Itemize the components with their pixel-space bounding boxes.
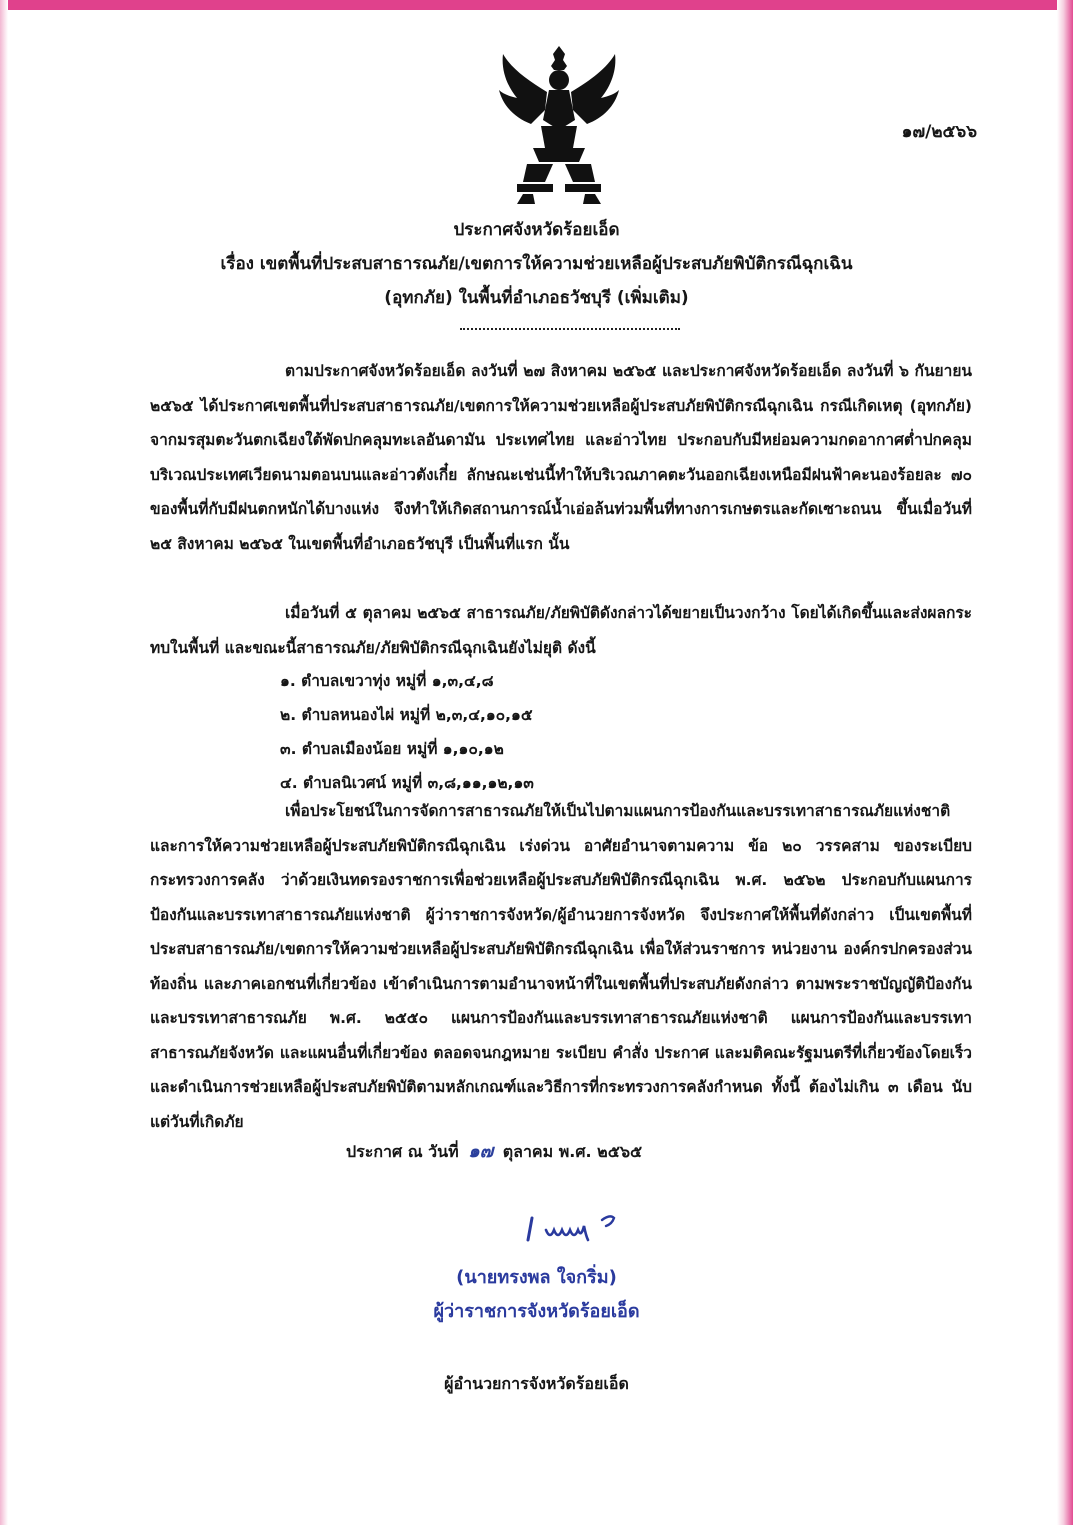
announcement-date: [346, 1136, 642, 1165]
date-day: ๑๗: [468, 1141, 494, 1162]
document-number: ๑๗/๒๕๖๖: [901, 122, 977, 142]
dotted-divider: [460, 328, 680, 330]
signer-name: (นายทรงพล ใจกริ่ม): [456, 1267, 617, 1288]
announcement-title: ประกาศจังหวัดร้อยเอ็ด: [453, 220, 620, 240]
garuda-emblem-icon: [497, 40, 621, 206]
signer-position: ผู้ว่าราชการจังหวัดร้อยเอ็ด: [433, 1301, 640, 1322]
list-item: ๒. ตำบลหนองไผ่ หมู่ที่ ๒,๓,๔,๑๐,๑๕: [280, 706, 533, 724]
paragraph-expansion: เมื่อวันที่ ๕ ตุลาคม ๒๕๖๕ สาธารณภัย/ภัยพิบัติดังกล่าวได้ขยายเป็นวงกว้าง โดยได้เกิดขึ้นและส่งผลกระทบในพื้นที่ และขณะนี้สาธารณภัย/ภัยพิบัติกรณีฉุกเฉินยังไม่ยุติ ดังนี้: [150, 604, 972, 657]
footer-office-title: ผู้อำนวยการจังหวัดร้อยเอ็ด: [444, 1374, 629, 1393]
list-item: ๓. ตำบลเมืองน้อย หมู่ที่ ๑,๑๐,๑๒: [280, 740, 504, 758]
list-item: ๑. ตำบลเขวาทุ่ง หมู่ที่ ๑,๓,๔,๘: [280, 672, 494, 690]
date-suffix: ตุลาคม พ.ศ. ๒๕๖๕: [502, 1142, 643, 1161]
list-item: ๔. ตำบลนิเวศน์ หมู่ที่ ๓,๘,๑๑,๑๒,๑๓: [280, 774, 534, 792]
handwritten-signature-icon: [520, 1206, 640, 1246]
subject-line-2: (อุทกภัย) ในพื้นที่อำเภอธวัชบุรี (เพิ่มเติม): [384, 288, 689, 308]
date-prefix: ประกาศ ณ วันที่: [346, 1142, 459, 1161]
paragraph-background: ตามประกาศจังหวัดร้อยเอ็ด ลงวันที่ ๒๗ สิงหาคม ๒๕๖๕ และประกาศจังหวัดร้อยเอ็ด ลงวันที่ ๖ กันยายน ๒๕๖๕ ได้ประกาศเขตพื้นที่ประสบสาธารณภัย/เขตการให้ความช่วยเหลือผู้ประสบภัยพิบัติกรณีฉุกเฉิน กรณีเกิดเหตุ (อุทกภัย) จากมรสุมตะวันตกเฉียงใต้พัดปกคลุมทะเลอันดามัน ประเทศไทย และอ่าวไทย ประกอบกับมีหย่อมความกดอากาศต่ำปกคลุมบริเวณประเทศเวียดนามตอนบนและอ่าวตังเกี๋ย ลักษณะเช่นนี้ทำให้บริเวณภาคตะวันออกเฉียงเหนือมีฝนฟ้าคะนองร้อยละ ๗๐ ของพื้นที่กับมีฝนตกหนักได้บางแห่ง จึงทำให้เกิดสถานการณ์น้ำเอ่อล้นท่วมพื้นที่ทางการเกษตรและกัดเซาะถนน ขึ้นเมื่อวันที่ ๒๕ สิงหาคม ๒๕๖๕ ในเขตพื้นที่อำเภอธวัชบุรี เป็นพื้นที่แรก นั้น: [150, 362, 972, 553]
affected-areas-list: [280, 664, 534, 800]
paragraph-declaration: เพื่อประโยชน์ในการจัดการสาธารณภัยให้เป็นไปตามแผนการป้องกันและบรรเทาสาธารณภัยแห่งชาติ และการให้ความช่วยเหลือผู้ประสบภัยพิบัติกรณีฉุกเฉิน เร่งด่วน อาศัยอำนาจตามความ ข้อ ๒๐ วรรคสาม ของระเบียบกระทรวงการคลัง ว่าด้วยเงินทดรองราชการเพื่อช่วยเหลือผู้ประสบภัยพิบัติกรณีฉุกเฉิน พ.ศ. ๒๕๖๒ ประกอบกับแผนการป้องกันและบรรเทาสาธารณภัยแห่งชาติ ผู้ว่าราชการจังหวัด/ผู้อำนวยการจังหวัด จึงประกาศให้พื้นที่ดังกล่าว เป็นเขตพื้นที่ประสบสาธารณภัย/เขตการให้ความช่วยเหลือผู้ประสบภัยพิบัติกรณีฉุกเฉิน เพื่อให้ส่วนราชการ หน่วยงาน องค์กรปกครองส่วนท้องถิ่น และภาคเอกชนที่เกี่ยวข้อง เข้าดำเนินการตามอำนาจหน้าที่ในเขตพื้นที่ประสบภัยดังกล่าว ตามพระราชบัญญัติป้องกันและบรรเทาสาธารณภัย พ.ศ. ๒๕๕๐ แผนการป้องกันและบรรเทาสาธารณภัยแห่งชาติ แผนการป้องกันและบรรเทาสาธารณภัยจังหวัด และแผนอื่นที่เกี่ยวข้อง ตลอดจนกฎหมาย ระเบียบ คำสั่ง ประกาศ และมติคณะรัฐมนตรีที่เกี่ยวข้องโดยเร็ว และดำเนินการช่วยเหลือผู้ประสบภัยพิบัติตามหลักเกณฑ์และวิธีการที่กระทรวงการคลังกำหนด ทั้งนี้ ต้องไม่เกิน ๓ เดือน นับแต่วันที่เกิดภัย: [150, 802, 972, 1131]
subject-line-1: เรื่อง เขตพื้นที่ประสบสาธารณภัย/เขตการให้ความช่วยเหลือผู้ประสบภัยพิบัติกรณีฉุกเฉิน: [220, 254, 853, 274]
